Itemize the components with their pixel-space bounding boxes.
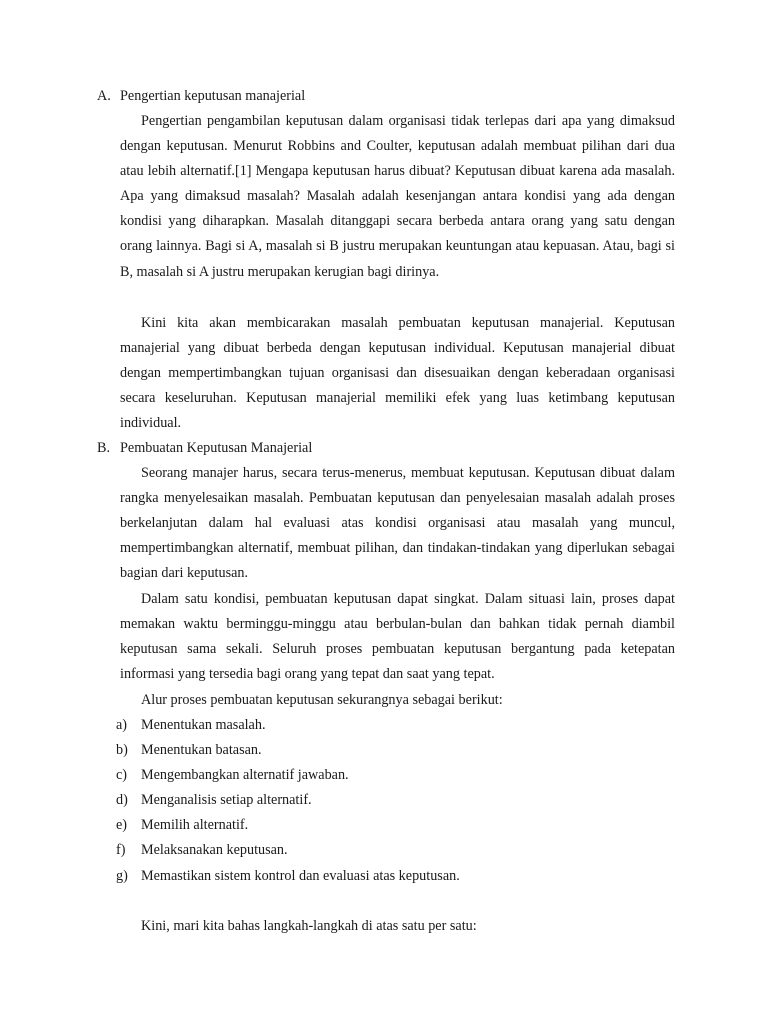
step-marker: c) [116,767,128,783]
section-a-title: Pengertian keputusan manajerial [120,88,306,104]
step-marker: d) [116,792,128,808]
section-a-paragraph-2: Kini kita akan membicarakan masalah pembuatan keputusan manajerial. Keputusan manajerial yang dibuat berbeda dengan keputusan individual. Keputusan manajerial dibuat dengan mempertimbangkan tujuan organisasi dan disesuaikan dengan keberadaan organisasi secara keseluruhan. Keputusan manajerial memiliki efek yang luas ketimbang keputusan individual. [120,315,675,432]
step-marker: f) [116,842,126,858]
step-marker: a) [116,717,128,733]
steps-intro: Alur proses pembuatan keputusan sekurangnya sebagai berikut: [141,692,503,708]
section-b-paragraph-1: Seorang manajer harus, secara terus-menerus, membuat keputusan. Keputusan dibuat dalam rangka menyelesaikan masalah. Pembuatan keputusan dan penyelesaian masalah adalah proses berkelanjutan dalam hal evaluasi atas kondisi organisasi atau masalah yang muncul, mempertimbangkan alternatif, membuat pilihan, dan tindakan-tindakan yang diperlukan sebagai bagian dari keputusan. [120,465,675,582]
step-text: Menentukan batasan. [141,742,262,758]
step-text: Memastikan sistem kontrol dan evaluasi atas keputusan. [141,868,460,884]
section-b-paragraph-2: Dalam satu kondisi, pembuatan keputusan dapat singkat. Dalam situasi lain, proses dapat memakan waktu berminggu-minggu atau berbulan-bulan dan bahkan tidak pernah diambil keputusan sama sekali. Seluruh proses pembuatan keputusan bergantung pada ketepatan informasi yang tersedia bagi orang yang tepat dan saat yang tepat. [120,591,675,683]
step-text: Mengembangkan alternatif jawaban. [141,767,349,783]
step-text: Memilih alternatif. [141,817,249,833]
step-text: Menentukan masalah. [141,717,266,733]
step-marker: b) [116,742,128,758]
step-text: Melaksanakan keputusan. [141,842,288,858]
step-text: Menganalisis setiap alternatif. [141,792,312,808]
closing-sentence: Kini, mari kita bahas langkah-langkah di atas satu per satu: [141,918,477,934]
section-b-letter: B. [97,440,111,456]
section-b-title: Pembuatan Keputusan Manajerial [120,440,313,456]
section-a-letter: A. [97,88,111,104]
section-a-paragraph-1: Pengertian pengambilan keputusan dalam organisasi tidak terlepas dari apa yang dimaksud dengan keputusan. Menurut Robbins and Coulter, keputusan adalah membuat pilihan dari dua atau lebih alternatif.[1] Mengapa keputusan harus dibuat? Keputusan dibuat karena ada masalah. Apa yang dimaksud masalah? Masalah adalah kesenjangan antara kondisi yang ada dengan kondisi yang diharapkan. Masalah ditanggapi secara berbeda antara orang yang satu dengan orang lainnya. Bagi si A, masalah si B justru merupakan keuntungan atau kepuasan. Atau, bagi si B, masalah si A justru merupakan kerugian bagi dirinya. [120,113,675,280]
step-marker: e) [116,817,128,833]
step-marker: g) [116,868,128,884]
